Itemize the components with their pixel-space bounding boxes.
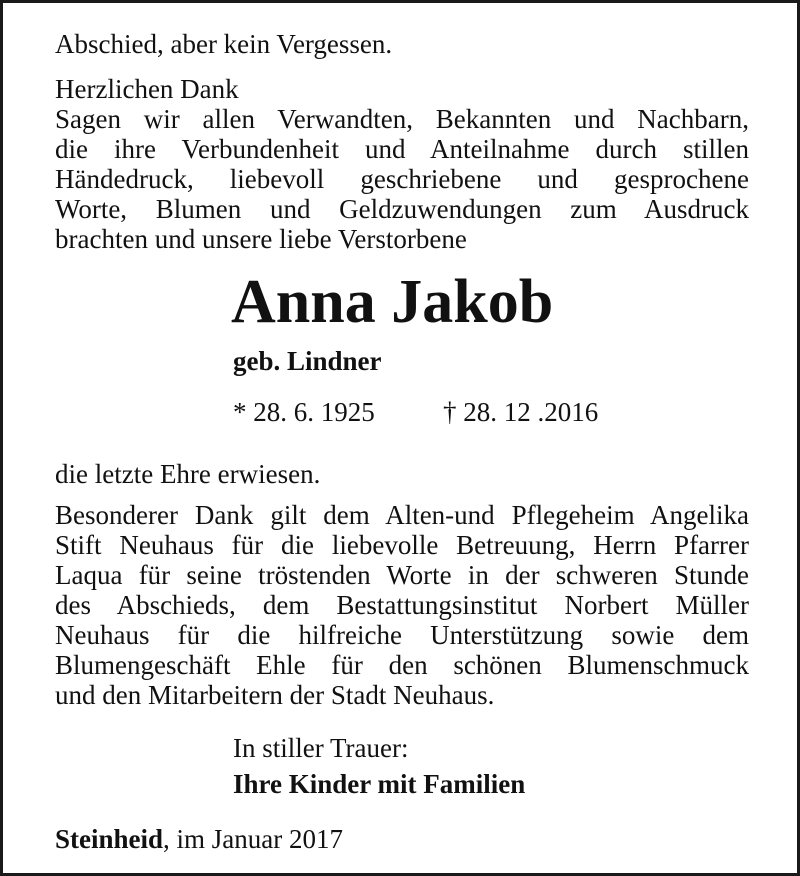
honor-line — [55, 459, 749, 489]
thanks-line: Händedruck, liebevoll geschriebene und gesprochene — [55, 164, 749, 194]
thanks-line: Sagen wir allen Verwandten, Bekannten und Nachbarn, — [55, 104, 749, 134]
special-thanks-line: des Abschieds, dem Bestattungsinstitut Norbert Müller — [55, 590, 749, 620]
special-thanks-line: Neuhaus für die hilfreiche Unterstützung sowie dem — [55, 620, 749, 650]
birth-date: * 28. 6. 1925 — [233, 397, 375, 427]
thanks-line: die ihre Verbundenheit und Anteilnahme durch stillen — [55, 134, 749, 164]
place-date-line — [55, 824, 749, 854]
mourning-intro: In stiller Trauer: — [233, 733, 409, 763]
honor-text: die letzte Ehre erwiesen. — [55, 459, 321, 489]
special-thanks-line: Stift Neuhaus für die liebevolle Betreuung, Herrn Pfarrer — [55, 530, 749, 560]
deceased-name: Anna Jakob — [231, 268, 554, 336]
special-thanks-line: Laqua für seine tröstenden Worte in der schweren Stunde — [55, 560, 749, 590]
date-text: , im Januar 2017 — [163, 824, 344, 854]
place-name: Steinheid — [55, 824, 164, 854]
maiden-name: geb. Lindner — [233, 346, 382, 376]
special-thanks-line: und den Mitarbeitern der Stadt Neuhaus. — [55, 680, 495, 710]
special-thanks-paragraph — [55, 500, 749, 710]
special-thanks-line: Besonderer Dank gilt dem Alten-und Pflegeheim Angelika — [55, 500, 749, 530]
special-thanks-line: Blumengeschäft Ehle für den schönen Blumenschmuck — [55, 650, 749, 680]
header-text: Abschied, aber kein Vergessen. — [55, 29, 393, 59]
thanks-line: Worte, Blumen und Geldzuwendungen zum Ausdruck — [55, 194, 749, 224]
place-date — [55, 824, 749, 854]
header-line — [55, 29, 749, 59]
thanks-paragraph — [55, 74, 749, 254]
thanks-line: brachten und unsere liebe Verstorbene — [55, 224, 467, 254]
mourning-family: Ihre Kinder mit Familien — [233, 769, 526, 799]
death-date: † 28. 12 .2016 — [443, 397, 599, 427]
thanks-heading: Herzlichen Dank — [55, 74, 239, 104]
